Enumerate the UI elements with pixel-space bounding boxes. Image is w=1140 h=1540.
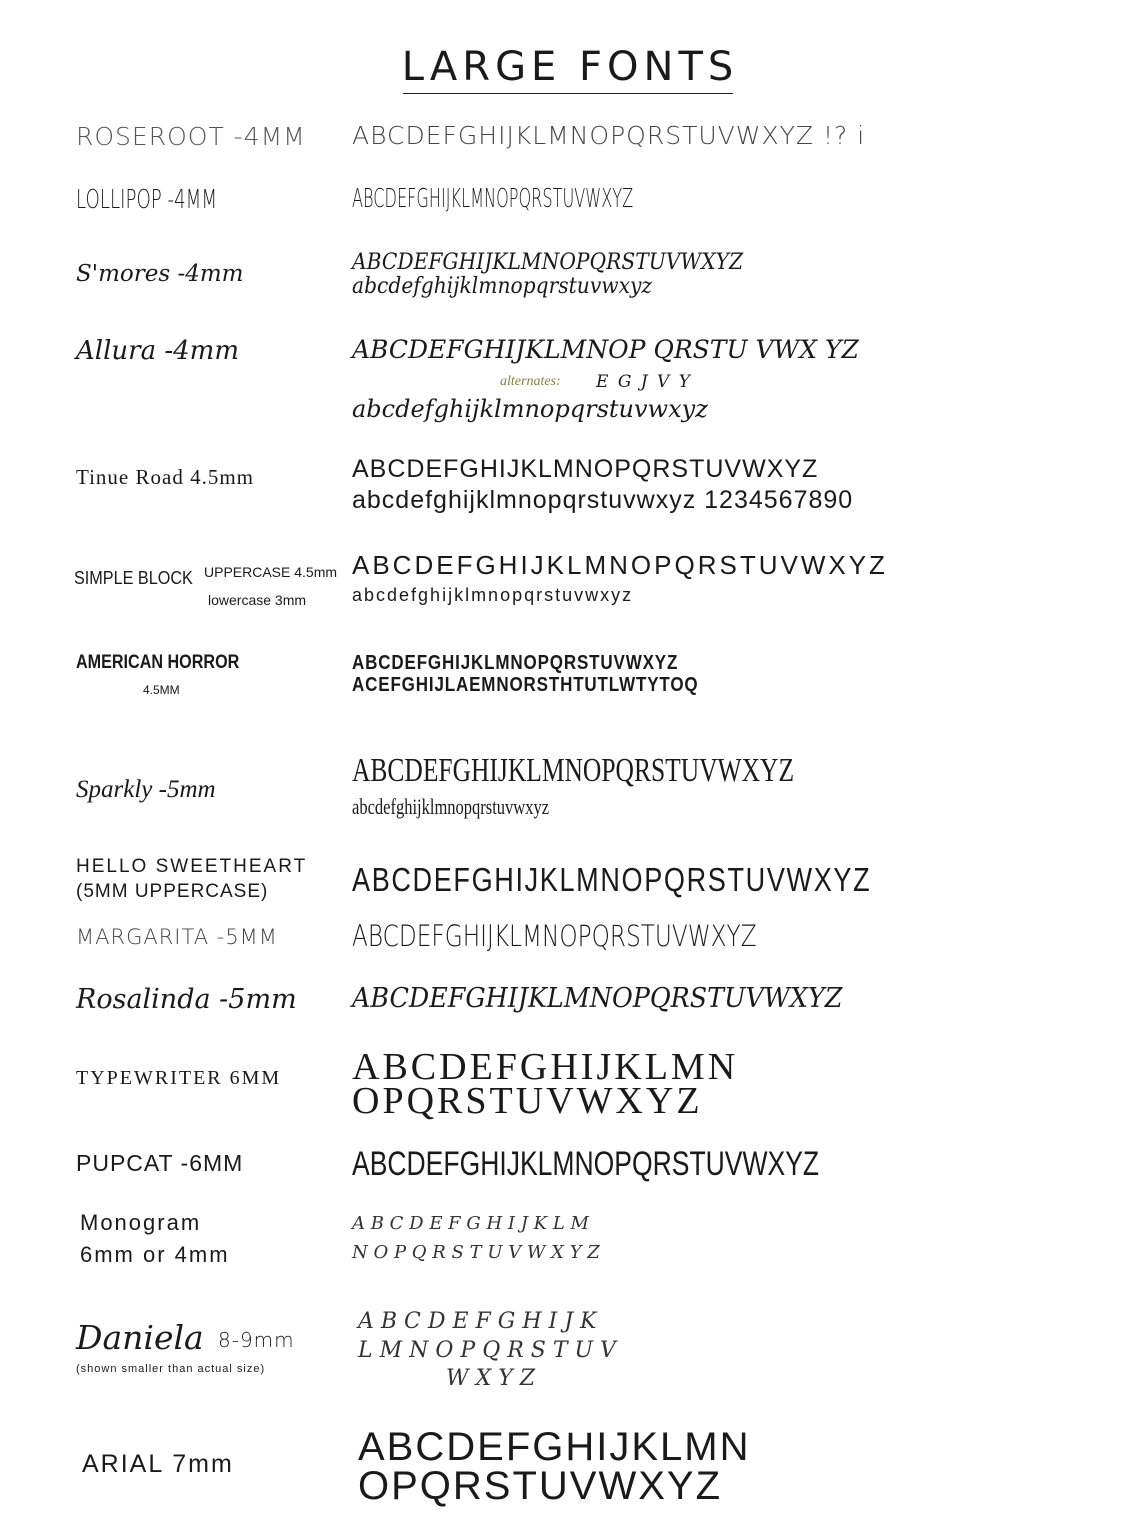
sample-line: OPQRSTUVWXYZ [358,1464,723,1509]
font-label: Monogram [80,1210,202,1235]
font-label: TYPEWRITER 6MM [76,1067,282,1089]
font-label: SIMPLE BLOCK [74,568,193,588]
sample-line: abcdefghijklmnopqrstuvwxyz [352,794,550,820]
font-label: Tinue Road 4.5mm [76,465,254,489]
font-label: PUPCAT -6MM [76,1150,244,1176]
font-sample [352,921,757,953]
size-disclaimer: (shown smaller than actual size) [76,1363,266,1375]
sample-line: ABCDEFGHIJKLMNOPQRSTUVWXYZ [352,184,634,214]
font-label: HELLO SWEETHEART [76,856,308,877]
sample-line: abcdefghijklmnopqrstuvwxyz [352,584,634,605]
alternates-letters: E G J V Y [596,372,692,392]
font-sample [358,1425,751,1509]
alternates-label: alternates: [500,374,561,389]
font-sample [352,336,859,364]
font-sample [352,984,842,1014]
sample-line: W X Y Z [446,1366,536,1392]
font-sample [352,251,743,299]
font-sample [352,454,853,517]
font-sample [352,752,794,820]
font-sample [352,1146,819,1183]
font-sample [352,1210,600,1268]
font-label: LOLLIPOP -4MM [76,185,218,215]
font-size-note: (5MM UPPERCASE) [76,881,269,902]
sample-line: ABCDEFGHIJKLMNOPQRSTUVWXYZ [352,919,757,953]
font-label: MARGARITA -5MM [76,925,278,949]
sample-line: ABCDEFGHIJKLMNOPQRSTUVWXYZ [352,861,872,898]
font-sample [352,122,865,150]
font-label: AMERICAN HORROR [76,652,240,673]
font-sample [352,862,871,898]
sample-line: ABCDEFGHIJKLMNOPQRSTUVWXYZ [352,550,888,580]
font-size-note: 6mm or 4mm [80,1242,230,1267]
sample-line: ABCDEFGHIJKLMNOPQRSTUVWXYZ !? i [352,121,866,150]
sample-line: abcdefghijklmnopqrstuvwxyz [352,274,653,300]
font-label: S'mores -4mm [76,261,244,287]
font-label: Sparkly -5mm [76,776,216,803]
font-label: ARIAL 7mm [82,1450,234,1478]
lowercase-size-note: lowercase 3mm [208,592,307,608]
sample-line: ABCDEFGHIJKLMNOPQRSTUVWXYZ [352,752,795,789]
font-sample [352,185,633,214]
sample-line: A B C D E F G H I J K [358,1309,597,1334]
font-sample [358,1308,616,1394]
font-label: Allura -4mm [76,336,239,366]
sample-line: ABCDEFGHIJKLMNOPQRSTUVWXYZ [352,1145,820,1183]
font-size-note: 4.5MM [143,683,180,697]
sample-line: ABCDEFGHIJKLMNOPQRSTUVWXYZ [352,455,819,483]
sample-line: A B C D E F G H I J K L M [352,1213,589,1234]
font-size-note: 8-9mm [218,1328,295,1352]
sample-line: OPQRSTUVWXYZ [352,1080,703,1123]
font-label: ROSEROOT -4MM [76,122,306,151]
sample-line: N O P Q R S T U V W X Y Z [352,1241,600,1263]
sample-line: ABCDEFGHIJKLMNOP QRSTU VWX YZ [352,335,859,364]
font-sample [352,1046,739,1123]
font-sample-lower [352,396,708,422]
font-sample [352,652,698,696]
font-sample [352,551,888,605]
sample-line: abcdefghijklmnopqrstuvwxyz [352,395,708,423]
sample-line: ABCDEFGHIJKLMNOPQRSTUVWXYZ [352,652,679,674]
page-title: LARGE FONTS [401,44,739,90]
sample-line: abcdefghijklmnopqrstuvwxyz 1234567890 [352,486,854,515]
sample-line: ABCDEFGHIJKLMN [358,1425,751,1469]
sample-line: ABCDEFGHIJKLMNOPQRSTUVWXYZ [352,983,843,1014]
font-label: Rosalinda -5mm [76,984,297,1015]
title-underline [403,93,733,94]
sample-line: L M N O P Q R S T U V [358,1337,616,1363]
sample-line: ACEFGHIJLAEMNORSTHTUTLWTYTOQ [352,674,699,696]
sample-line: ABCDEFGHIJKLMN [352,1046,739,1088]
sample-line: ABCDEFGHIJKLMNOPQRSTUVWXYZ [352,250,744,275]
font-label: Daniela [76,1318,204,1357]
uppercase-size-note: UPPERCASE 4.5mm [204,564,338,580]
